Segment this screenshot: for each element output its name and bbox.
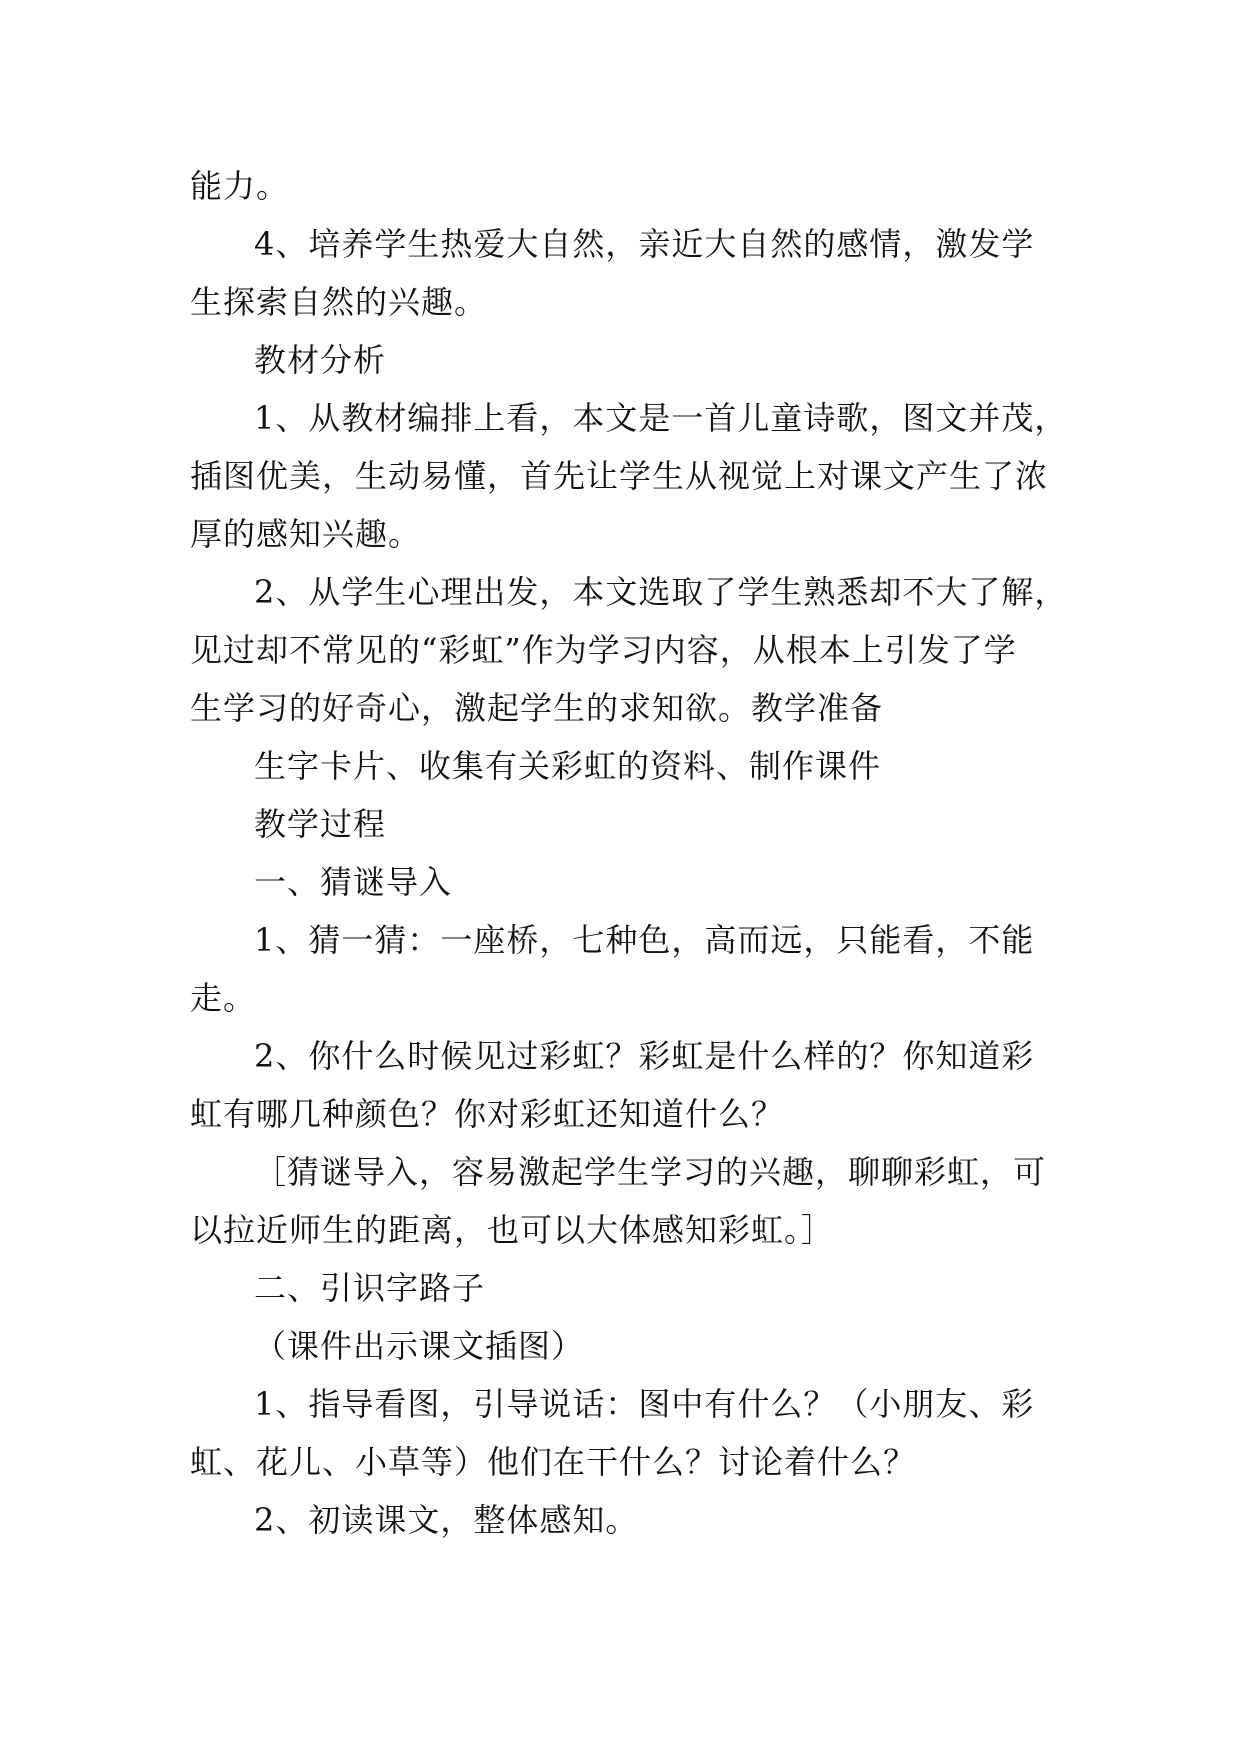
text-line: 2、从学生心理出发，本文选取了学生熟悉却不大了解， xyxy=(254,573,1068,611)
text-line: 生字卡片、收集有关彩虹的资料、制作课件 xyxy=(254,747,882,785)
text-line: 生学习的好奇心，激起学生的求知欲。教学准备 xyxy=(190,689,884,727)
text-line: 能力。 xyxy=(190,167,290,205)
text-line: 教材分析 xyxy=(254,341,387,379)
text-line: 1、猜一猜：一座桥，七种色，高而远，只能看，不能 xyxy=(254,921,1035,959)
document-body xyxy=(190,157,1068,1549)
text-line: 1、指导看图，引导说话：图中有什么？（小朋友、彩 xyxy=(254,1385,1035,1423)
text-line: 见过却不常见的“彩虹”作为学习内容，从根本上引发了学 xyxy=(190,631,1017,669)
text-line: 厚的感知兴趣。 xyxy=(190,515,422,553)
text-line: 一、猜谜导入 xyxy=(254,863,453,901)
text-line: 以拉近师生的距离，也可以大体感知彩虹。］ xyxy=(190,1211,835,1249)
text-line: ［猜谜导入，容易激起学生学习的兴趣，聊聊彩虹，可 xyxy=(254,1153,1047,1191)
text-line: 插图优美，生动易懂，首先让学生从视觉上对课文产生了浓 xyxy=(190,457,1049,495)
text-line: 生探索自然的兴趣。 xyxy=(190,283,488,321)
text-line: 1、从教材编排上看，本文是一首儿童诗歌，图文并茂， xyxy=(254,399,1068,437)
text-line: 教学过程 xyxy=(254,805,387,843)
text-line: 虹有哪几种颜色？你对彩虹还知道什么？ xyxy=(190,1095,785,1133)
text-line: 虹、花儿、小草等）他们在干什么？讨论着什么？ xyxy=(190,1443,917,1481)
text-line: （课件出示课文插图） xyxy=(254,1327,585,1365)
text-line: 2、你什么时候见过彩虹？彩虹是什么样的？你知道彩 xyxy=(254,1037,1035,1075)
text-line: 4、培养学生热爱大自然，亲近大自然的感情，激发学 xyxy=(254,225,1035,263)
text-line: 二、引识字路子 xyxy=(254,1269,486,1307)
text-line: 2、初读课文，整体感知。 xyxy=(254,1501,639,1539)
text-line: 走。 xyxy=(190,979,257,1017)
